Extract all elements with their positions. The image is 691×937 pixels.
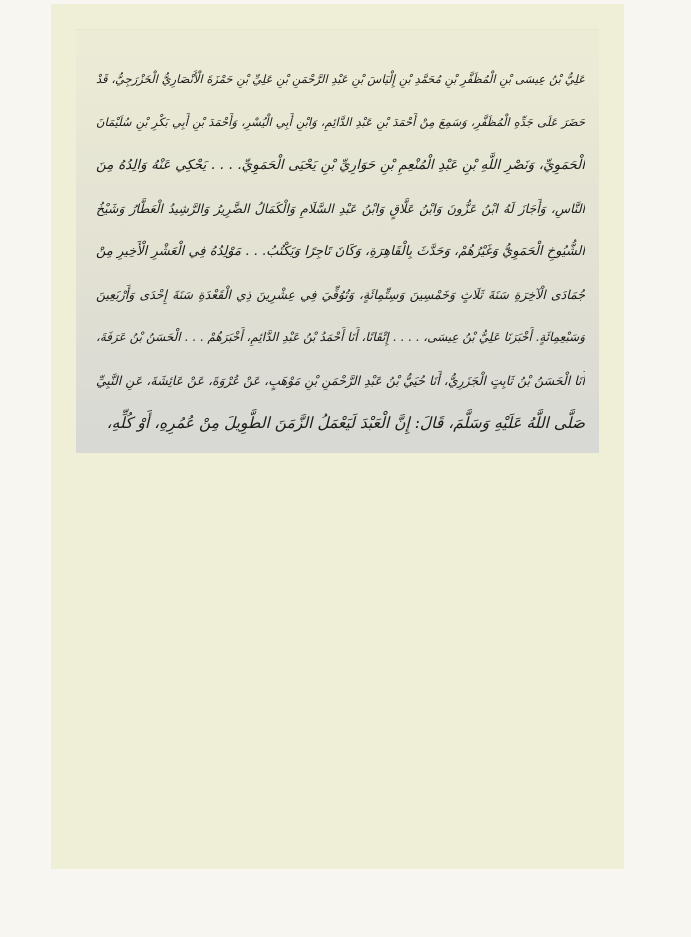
text-line: الشُّيُوخِ الْحَمَوِيُّ وَغَيْرُهُمْ، وَحَدَّثَ بِالْقَاهِرَةِ، وَكَانَ تَاجِرًا وَيَكْتُبُ. . . مَوْلِدُهُ فِي الْعَشْرِ الْأَخِيرِ مِنْ [96,244,585,259]
text-line: النَّاسِ، وَأَجَازَ لَهُ ابْنُ عَزُّونَ وَابْنُ عَلَّاقٍ وَابْنُ عَبْدِ السَّلَامِ وَالْكَمَالُ الضَّرِيرُ وَالرَّشِيدُ الْعَطَّارُ وَشَيْخُ [96,201,585,216]
text-line: وَسَبْعِمِائَةٍ. أَخْبَرَنَا عَلِيُّ بْنُ عِيسَى، . . . . إِتْقَانًا، أَنَا أَحْمَدُ بْنُ عَبْدِ الدَّائِمِ، أَخْبَرَهُمْ . . . الْحَسَنُ بْنُ عَرَفَةَ، [96,330,585,344]
manuscript-lines [96,58,585,445]
text-line: جُمَادَى الْآخِرَةِ سَنَةَ ثَلَاثٍ وَخَمْسِينَ وَسِتِّمِائَةٍ، وَتُوُفِّيَ فِي عِشْرِينَ ذِي الْقَعْدَةِ سَنَةَ إِحْدَى وَأَرْبَعِينَ [96,287,585,302]
text-line: حَضَرَ عَلَى جَدِّهِ الْمُظَفَّرِ، وَسَمِعَ مِنْ أَحْمَدَ بْنِ عَبْدِ الدَّائِمِ، وَابْنِ أَبِي الْيُسْرِ، وَأَحْمَدَ بْنِ أَبِي بَكْرِ بْنِ سُلَيْمَانَ [96,115,585,129]
manuscript-text-panel [76,29,599,453]
manuscript-page [51,4,624,869]
text-line: صَلَّى اللَّهُ عَلَيْهِ وَسَلَّمَ، قَالَ: إِنَّ الْعَبْدَ لَيَعْمَلُ الزَّمَنَ الطَّوِيلَ مِنْ عُمُرِهِ، أَوْ كُلِّهِ، [106,414,585,432]
text-line: الْحَمَوِيِّ، وَنَصْرِ اللَّهِ بْنِ عَبْدِ الْمُنْعِمِ بْنِ حَوَارِيِّ بْنِ يَحْيَى الْحَمَوِيِّ. . . . يَحْكِي عَنْهُ وَالِدُهُ مِنَ [96,157,585,173]
text-line: عَلِيُّ بْنُ عِيسَى بْنِ الْمُظَفَّرِ بْنِ مُحَمَّدِ بْنِ إِلْيَاسَ بْنِ عَبْدِ الرَّحْمَنِ بْنِ عَلِيِّ بْنِ حَمْزَةَ الْأَنْصَارِيُّ الْخَزْرَجِيُّ، قَدْ [96,72,585,86]
text-line: أَنَا الْحَسَنُ بْنُ ثَابِتٍ الْجَزَرِيُّ، أَنَا حُيَيُّ بْنُ عَبْدِ الرَّحْمَنِ بْنِ مَوْهَبٍ، عَنْ عُرْوَةَ، عَنْ عَائِشَةَ، عَنِ النَّبِيِّ [96,373,585,388]
